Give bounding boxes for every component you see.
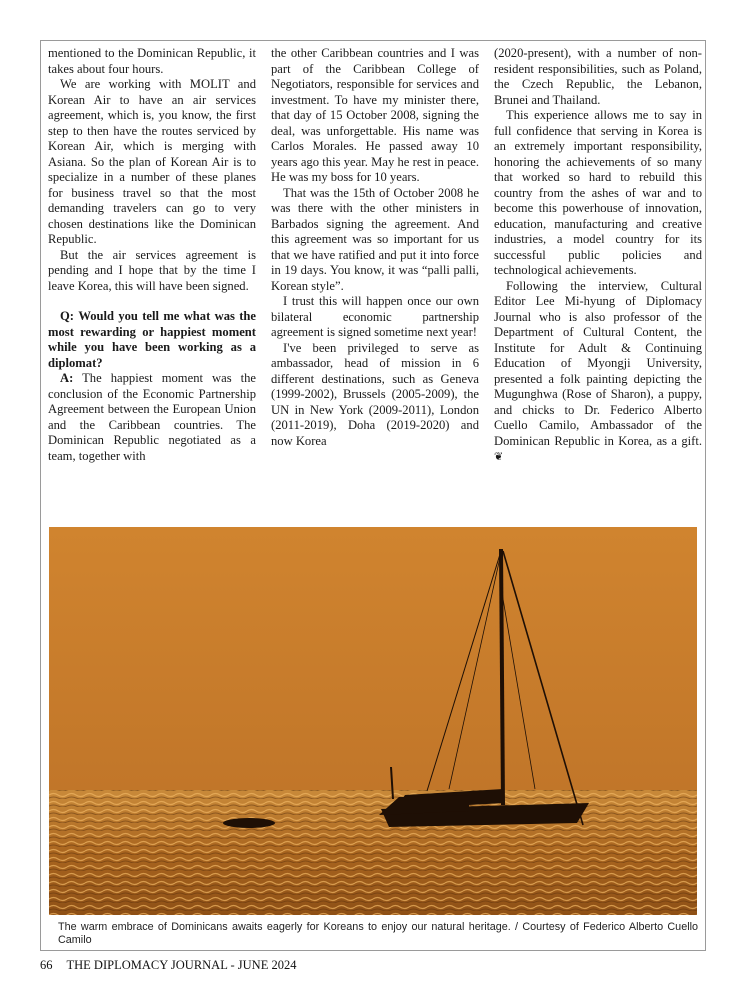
paragraph: (2020-present), with a number of non-resident responsibilities, such as Poland, the Czech Republic, the Lebanon, Brunei and Thailand. xyxy=(494,46,702,107)
sky xyxy=(49,527,697,790)
interview-answer xyxy=(48,371,256,464)
paragraph: I trust this will happen once our own bilateral economic partnership agreement is signed sometime next year! xyxy=(271,294,479,339)
question-label: Q: xyxy=(60,309,74,323)
page-footer xyxy=(40,958,296,973)
article-column-1 xyxy=(48,46,256,464)
paragraph: That was the 15th of October 2008 he was there with the other ministers in Barbados signing the agreement. And this agreement was so important for us that we have ratified and put it into force in 19 days. You know, it was “palli palli, Korean style”. xyxy=(271,185,479,293)
article-column-3 xyxy=(494,46,702,465)
paragraph: I've been privileged to serve as ambassador, head of mission in 6 different destinations, such as Geneva (1999-2002), Brussels (2005-2009), the UN in New York (2009-2011), London (2011-2019), Doha (2019-2020) and now Korea xyxy=(271,340,479,448)
paragraph: We are working with MOLIT and Korean Air to have an air services agreement, which is, you know, the first step to then have the routes serviced by Korean Air, which is merging with Asiana. So the plan of Korean Air is to specialize in a number of these planes for business travel so that the most demanding travelers can go to very chosen destinations like the Dominican Republic. xyxy=(48,77,256,246)
dinghy-silhouette xyxy=(223,818,275,828)
sailboat-illustration xyxy=(49,527,697,915)
answer-text: The happiest moment was the conclusion of the Economic Partnership Agreement between the European Union and the Caribbean countries. The Dominican Republic negotiated as a team, together with xyxy=(48,371,257,463)
article-column-2 xyxy=(271,46,479,449)
end-mark-icon: ❦ xyxy=(494,450,504,463)
sailboat-sunset-photo xyxy=(49,527,697,915)
question-text: Would you tell me what was the most rewarding or happiest moment while you have been working as a diplomat? xyxy=(48,309,256,370)
paragraph: mentioned to the Dominican Republic, it takes about four hours. xyxy=(48,46,256,76)
publication-name: THE DIPLOMACY JOURNAL - JUNE 2024 xyxy=(66,958,297,972)
paragraph: the other Caribbean countries and I was part of the Caribbean College of Negotiators, responsible for services and investment. To have my minister there, that day of 15 October 2008, signing the deal, was unforgettable. His name was Carlos Morales. He passed away 10 years ago this year. May he rest in peace. He was my boss for 10 years. xyxy=(271,46,479,184)
answer-label: A: xyxy=(60,371,74,385)
paragraph: But the air services agreement is pending and I hope that by the time I leave Korea, this will have been signed. xyxy=(48,247,256,293)
photo-caption: The warm embrace of Dominicans awaits eagerly for Koreans to enjoy our natural heritage. / Courtesy of Federico Alberto Cuello Camilo xyxy=(58,921,698,946)
sea-ripples xyxy=(49,790,697,915)
interview-question xyxy=(48,309,256,371)
paragraph: This experience allows me to say in full confidence that serving in Korea is an extremely important responsibility, honoring the achievements of so many that worked so hard to rebuild this country from the ashes of war and to become this powerhouse of innovation, education, manufacturing and creative industries, a model country for its successful public policies and technological achievements. xyxy=(494,108,702,277)
page-number: 66 xyxy=(40,958,53,972)
paragraph-text: Following the interview, Cultural Editor Lee Mi-hyung of Diplomacy Journal who is also professor of the Department of Cultural Content, the Institute for Adult & Continuing Education of Myongji University, presented a folk painting depicting the Mugunghwa (Rose of Sharon), a puppy, and chicks to Dr. Federico Alberto Cuello Camilo, Ambassador of the Dominican Republic in Korea, as a gift. xyxy=(494,278,702,448)
paragraph xyxy=(494,279,702,465)
